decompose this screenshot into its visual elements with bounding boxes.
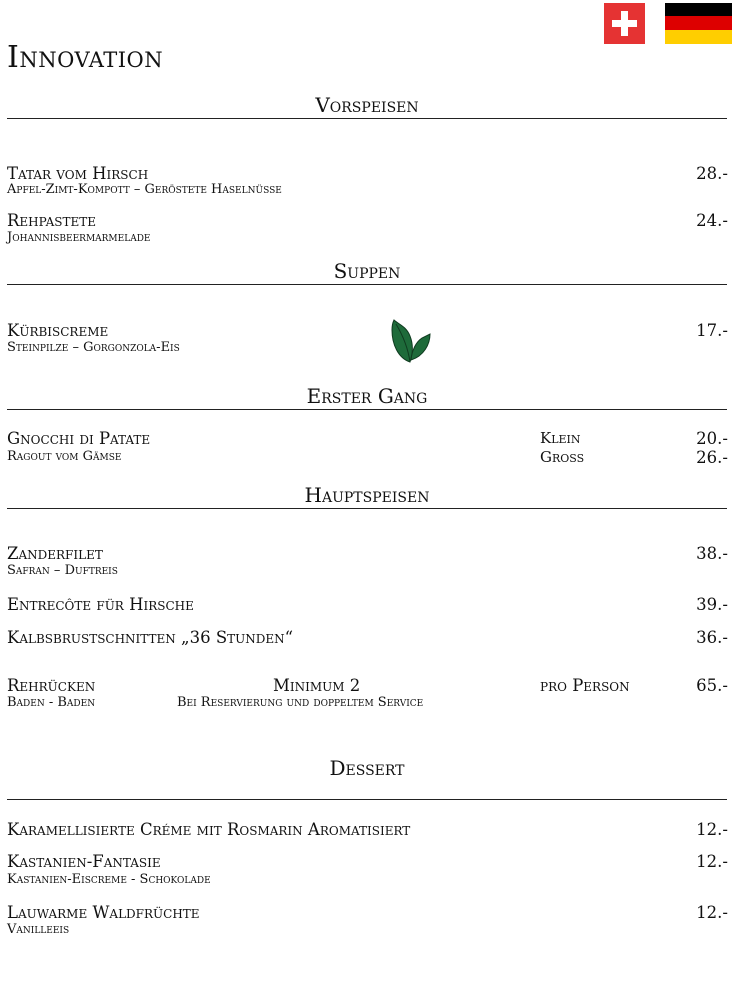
dish-price-small: 20.-: [696, 429, 728, 448]
dish-description: Johannisbeermarmelade: [7, 230, 151, 245]
divider: [7, 284, 727, 285]
section-title-vorspeisen: Vorspeisen: [315, 93, 419, 117]
page-title: Innovation: [7, 40, 164, 75]
minimum-note: Minimum 2: [273, 676, 361, 695]
size-large-label: Gross: [540, 448, 585, 466]
dish-name: Tatar vom Hirsch: [7, 164, 149, 183]
dish-price: 28.-: [696, 164, 728, 183]
dish-price: 17.-: [696, 321, 728, 340]
dish-name: Karamellisierte Créme mit Rosmarin Aromatisiert: [7, 820, 411, 839]
german-flag-icon[interactable]: [665, 3, 732, 44]
dish-price: 36.-: [696, 628, 728, 647]
divider: [7, 508, 727, 509]
section-title-dessert: Dessert: [329, 756, 405, 780]
dish-name: Kürbiscreme: [7, 321, 109, 340]
dish-name: Rehpastete: [7, 211, 97, 230]
dish-price: 24.-: [696, 211, 728, 230]
dish-description: Kastanien-Eiscreme - Schokolade: [7, 872, 211, 887]
swiss-flag-icon[interactable]: [604, 3, 645, 44]
vegetarian-leaf-icon: [388, 316, 434, 366]
dish-description: Baden - Baden: [7, 695, 96, 710]
divider: [7, 118, 727, 119]
dish-name: Gnocchi di Patate: [7, 429, 151, 448]
size-small-label: Klein: [540, 429, 581, 447]
dish-price: 65.-: [696, 676, 728, 695]
dish-price: 38.-: [696, 544, 728, 563]
dish-price: 12.-: [696, 903, 728, 922]
dish-name: Kalbsbrustschnitten „36 Stunden“: [7, 628, 294, 647]
dish-name: Lauwarme Waldfrüchte: [7, 903, 200, 922]
dish-description: Apfel-Zimt-Kompott – Geröstete Haselnüsse: [7, 182, 282, 197]
dish-name: Entrecôte für Hirsche: [7, 595, 194, 614]
section-title-hauptspeisen: Hauptspeisen: [304, 483, 430, 507]
divider: [7, 799, 727, 800]
dish-price: 12.-: [696, 852, 728, 871]
per-person-note: pro Person: [540, 676, 630, 695]
section-title-suppen: Suppen: [333, 259, 401, 283]
dish-price: 39.-: [696, 595, 728, 614]
section-title-erster-gang: Erster Gang: [306, 384, 428, 408]
dish-name: Zanderfilet: [7, 544, 103, 563]
dish-price: 12.-: [696, 820, 728, 839]
dish-price-large: 26.-: [696, 448, 728, 467]
dish-description: Ragout vom Gämse: [7, 449, 122, 464]
reservation-note: Bei Reservierung und doppeltem Service: [177, 695, 424, 710]
dish-description: Vanilleeis: [7, 922, 70, 937]
dish-description: Steinpilze – Gorgonzola-Eis: [7, 340, 180, 355]
dish-name: Rehrücken: [7, 676, 96, 695]
dish-description: Safran – Duftreis: [7, 563, 118, 578]
divider: [7, 409, 727, 410]
dish-name: Kastanien-Fantasie: [7, 852, 161, 871]
